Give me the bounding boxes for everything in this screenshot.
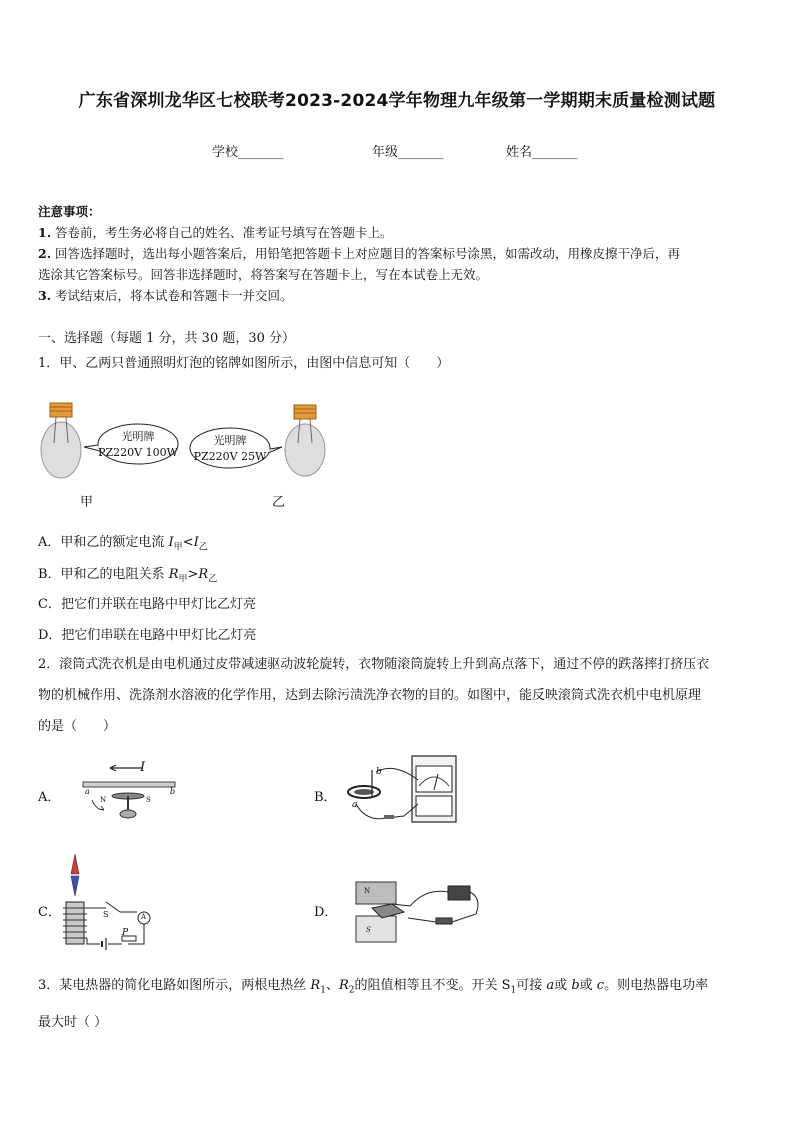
bulb-jia-label: 甲	[80, 495, 94, 510]
fig-d-s-label: S	[366, 926, 371, 934]
fig-a-n-label: N	[100, 796, 107, 804]
q1-option-a: A．甲和乙的额定电流 $I_甲<I_乙$	[38, 535, 208, 553]
right-nameplate-text: 光明牌 PZ220V 25W	[193, 434, 267, 463]
fig-a-b-label: b	[170, 787, 176, 796]
left-nameplate-text: 光明牌 PZ220V 100W	[98, 430, 178, 459]
left-bulb-icon	[41, 403, 81, 478]
fig-d-n-label: N	[364, 887, 371, 895]
name-field: 姓名_______	[506, 145, 578, 160]
q3-stem	[38, 970, 760, 1038]
fig-c-switch-label: S	[103, 910, 109, 919]
q1-option-c: C．把它们并联在电路中甲灯比乙灯亮	[38, 597, 256, 612]
q1-option-d: D．把它们串联在电路中甲灯比乙灯亮	[38, 628, 257, 643]
q2-option-a-label: A．	[38, 790, 61, 805]
fig-a-s-label: S	[146, 796, 151, 804]
notes-heading: 注意事项：	[38, 204, 101, 219]
fig-c-ammeter-label: A	[141, 913, 147, 921]
notes-block	[38, 201, 760, 306]
q2-option-c-label: C．	[38, 905, 61, 920]
q2-figure-d	[352, 878, 486, 946]
fig-c-p-label: P	[122, 928, 129, 938]
note-item: 1. 答卷前，考生务必将自己的姓名、准考证号填写在答题卡上。	[38, 225, 393, 240]
note-item: 选涂其它答案标号。回答非选择题时，将答案写在答题卡上，写在本试卷上无效。	[38, 267, 489, 282]
fig-a-a-label: a	[85, 787, 90, 796]
q3-line-1: 3．某电热器的简化电路如图所示，两根电热丝 $R_1$、$R_2$的阻值相等且不变。开关 $S_1$可接 a或 b或 c。则电热器电功率	[38, 978, 709, 996]
note-item: 2. 回答选择题时，选出每小题答案后，用铅笔把答题卡上对应题目的答案标号涂黑，如需改动，用橡皮擦干净后，再	[38, 246, 681, 261]
right-bulb-icon	[285, 405, 325, 476]
page-title: 广东省深圳龙华区七校联考2023-2024学年物理九年级第一学期期末质量检测试题	[78, 91, 716, 111]
q2-stem: 2．滚筒式洗衣机是由电机通过皮带减速驱动波轮旋转，衣物随滚筒旋转上升到高点落下，通过不停的跌落摔打挤压衣 物的机械作用、洗涤剂水溶液的化学作用，达到去除污渍洗净衣物的目的。如图中，能反映滚筒式洗衣机中电机原理 的是（ ）	[38, 657, 710, 734]
fig-b-a-label: a	[352, 800, 358, 810]
bulb-yi-label: 乙	[272, 495, 286, 510]
note-item: 3. 考试结束后，将本试卷和答题卡一并交回。	[38, 288, 293, 303]
q3-line-2: 最大时（ ）	[38, 1014, 108, 1030]
q2-figure-b	[346, 752, 464, 832]
q1-option-b: B．甲和乙的电阻关系 $R_甲>R_乙$	[38, 567, 218, 585]
fig-b-b-label: b	[376, 767, 382, 777]
q1-stem: 1．甲、乙两只普通照明灯泡的铭牌如图所示，由图中信息可知（ ）	[38, 356, 450, 371]
q2-option-b-label: B．	[314, 790, 337, 805]
fig-a-current-label: I	[140, 760, 146, 775]
section-heading: 一、选择题（每题 1 分，共 30 题，30 分）	[38, 331, 296, 346]
grade-field: 年级_______	[372, 145, 444, 160]
q2-figure-c	[58, 852, 158, 952]
q2-option-d-label: D．	[314, 905, 338, 920]
school-field: 学校_______	[212, 145, 284, 160]
